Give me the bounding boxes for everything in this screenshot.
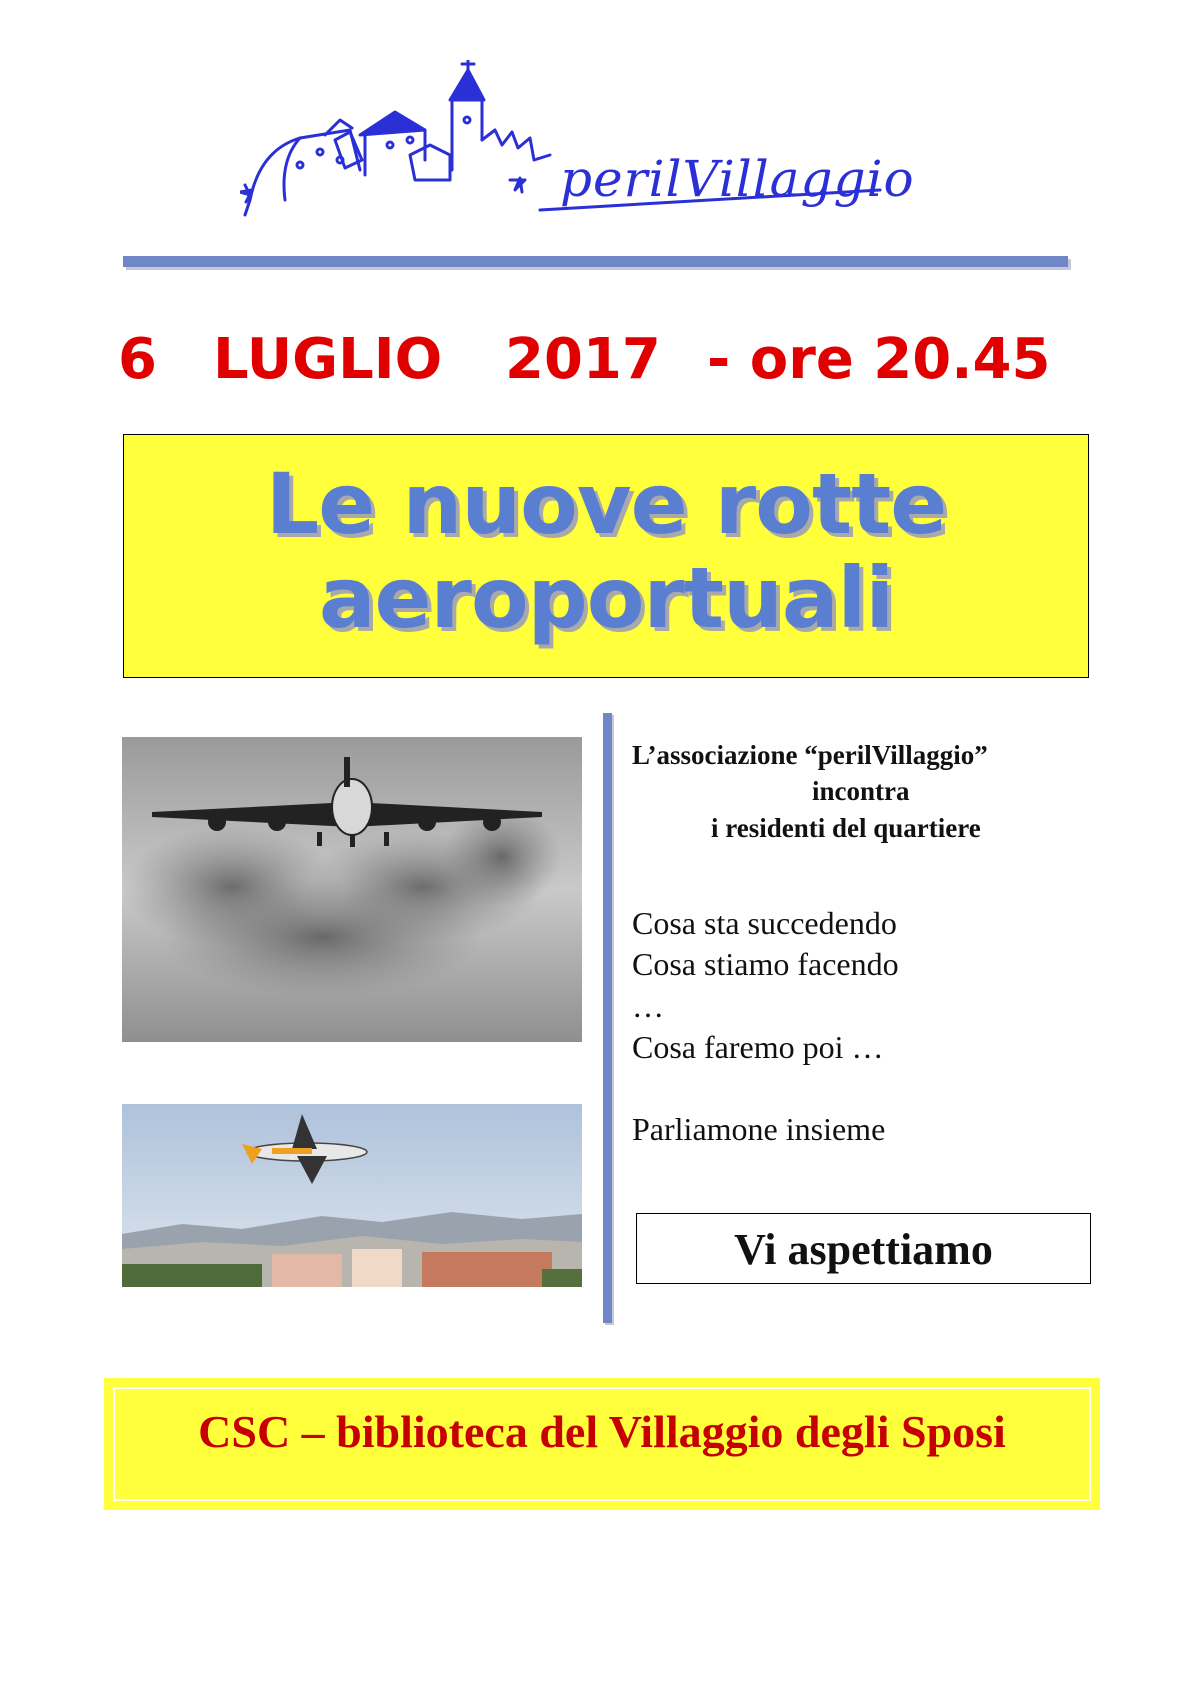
date-year: 2017 [505, 327, 661, 392]
body-line-4: Cosa faremo poi … [632, 1029, 884, 1065]
date-day: 6 [118, 327, 157, 392]
date-month: LUGLIO [213, 327, 443, 392]
announcement-line-3: i residenti del quartiere [711, 813, 981, 843]
date-time: - ore 20.45 [707, 327, 1051, 392]
venue-text: CSC – biblioteca del Villaggio degli Sposi [198, 1406, 1006, 1457]
cta-text: Vi aspettiamo [734, 1225, 993, 1274]
body-line-3: … [632, 988, 664, 1024]
title-box [123, 434, 1089, 678]
venue-box [104, 1378, 1100, 1510]
title-line-1: Le nuove rotte [265, 455, 947, 553]
body-line-5: Parliamone insieme [632, 1111, 886, 1147]
announcement-line-1: L’associazione “perilVillaggio” [632, 740, 988, 770]
header-divider [123, 256, 1068, 267]
announcement-line-2: incontra [812, 776, 910, 806]
logo-wordmark: perilVillaggio [560, 150, 915, 208]
cta-box [636, 1213, 1091, 1284]
body-line-2: Cosa stiamo facendo [632, 946, 899, 982]
vertical-divider [603, 713, 612, 1323]
title-line-2: aeroportuali [318, 549, 894, 647]
body-line-1: Cosa sta succedendo [632, 905, 897, 941]
airplane-exhaust-photo [122, 737, 582, 1042]
airplane-city-photo [122, 1104, 582, 1287]
